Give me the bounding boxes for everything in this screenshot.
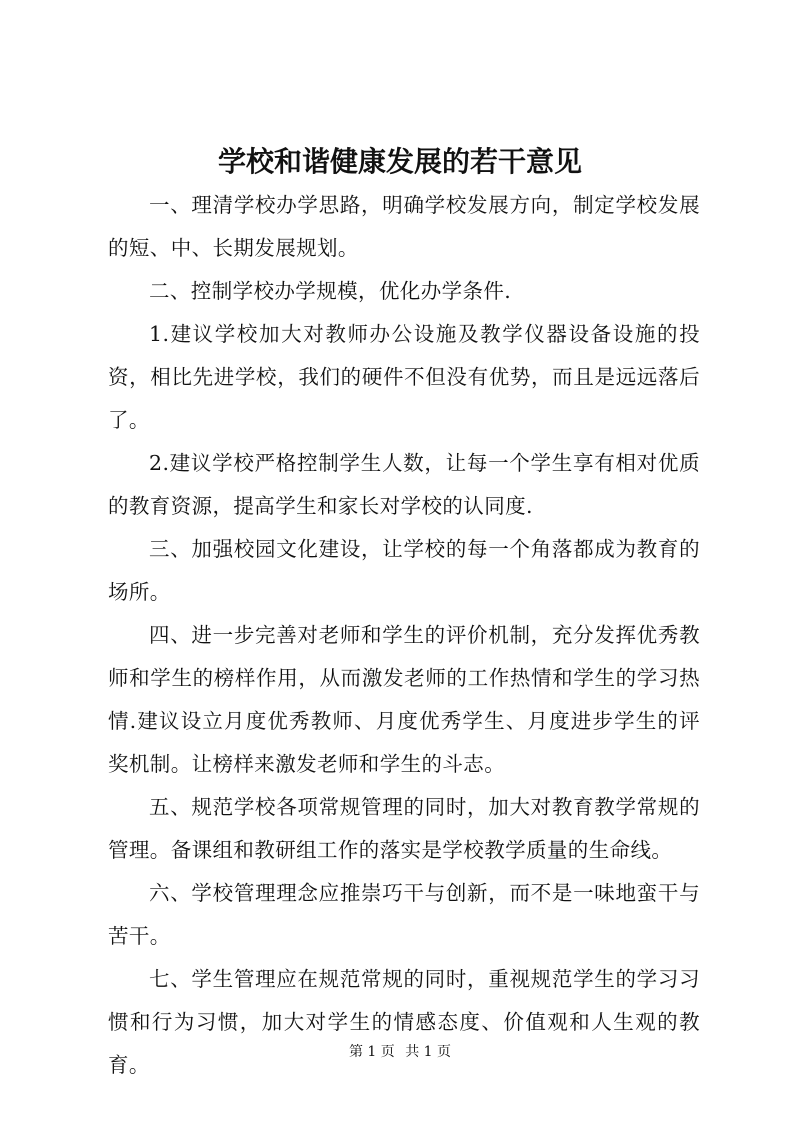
document-title: 学校和谐健康发展的若干意见: [217, 145, 582, 178]
page-total: 共 1 页: [405, 1044, 452, 1060]
paragraph-6: 四、进一步完善对老师和学生的评价机制，充分发挥优秀教师和学生的榜样作用，从而激发老师的工作热情和学生的学习热情.建议设立月度优秀教师、月度优秀学生、月度进步学生的评奖机制。让榜样来激发老师和学生的斗志。: [108, 623, 700, 776]
paragraph-2: 二、控制学校办学规模，优化办学条件.: [149, 279, 512, 303]
paragraph-4: 2.建议学校严格控制学生人数，让每一个学生享有相对优质的教育资源，提高学生和家长对学校的认同度.: [108, 451, 700, 518]
paragraph-8: 六、学校管理理念应推崇巧干与创新，而不是一味地蛮干与苦干。: [108, 881, 700, 948]
paragraph-1: 一、理清学校办学思路，明确学校发展方向，制定学校发展的短、中、长期发展规划。: [108, 193, 700, 260]
document-body: [108, 184, 700, 1087]
page-footer: [0, 1042, 800, 1062]
paragraph-9: 七、学生管理应在规范常规的同时，重视规范学生的学习习惯和行为习惯，加大对学生的情感态度、价值观和人生观的教育。: [108, 967, 700, 1077]
paragraph-5: 三、加强校园文化建设，让学校的每一个角落都成为教育的场所。: [108, 537, 700, 604]
page-number: 第 1 页: [348, 1044, 395, 1060]
paragraph-3: 1.建议学校加大对教师办公设施及教学仪器设备设施的投资，相比先进学校，我们的硬件不但没有优势，而且是远远落后了。: [108, 322, 700, 432]
paragraph-7: 五、规范学校各项常规管理的同时，加大对教育教学常规的管理。备课组和教研组工作的落实是学校教学质量的生命线。: [108, 795, 700, 862]
